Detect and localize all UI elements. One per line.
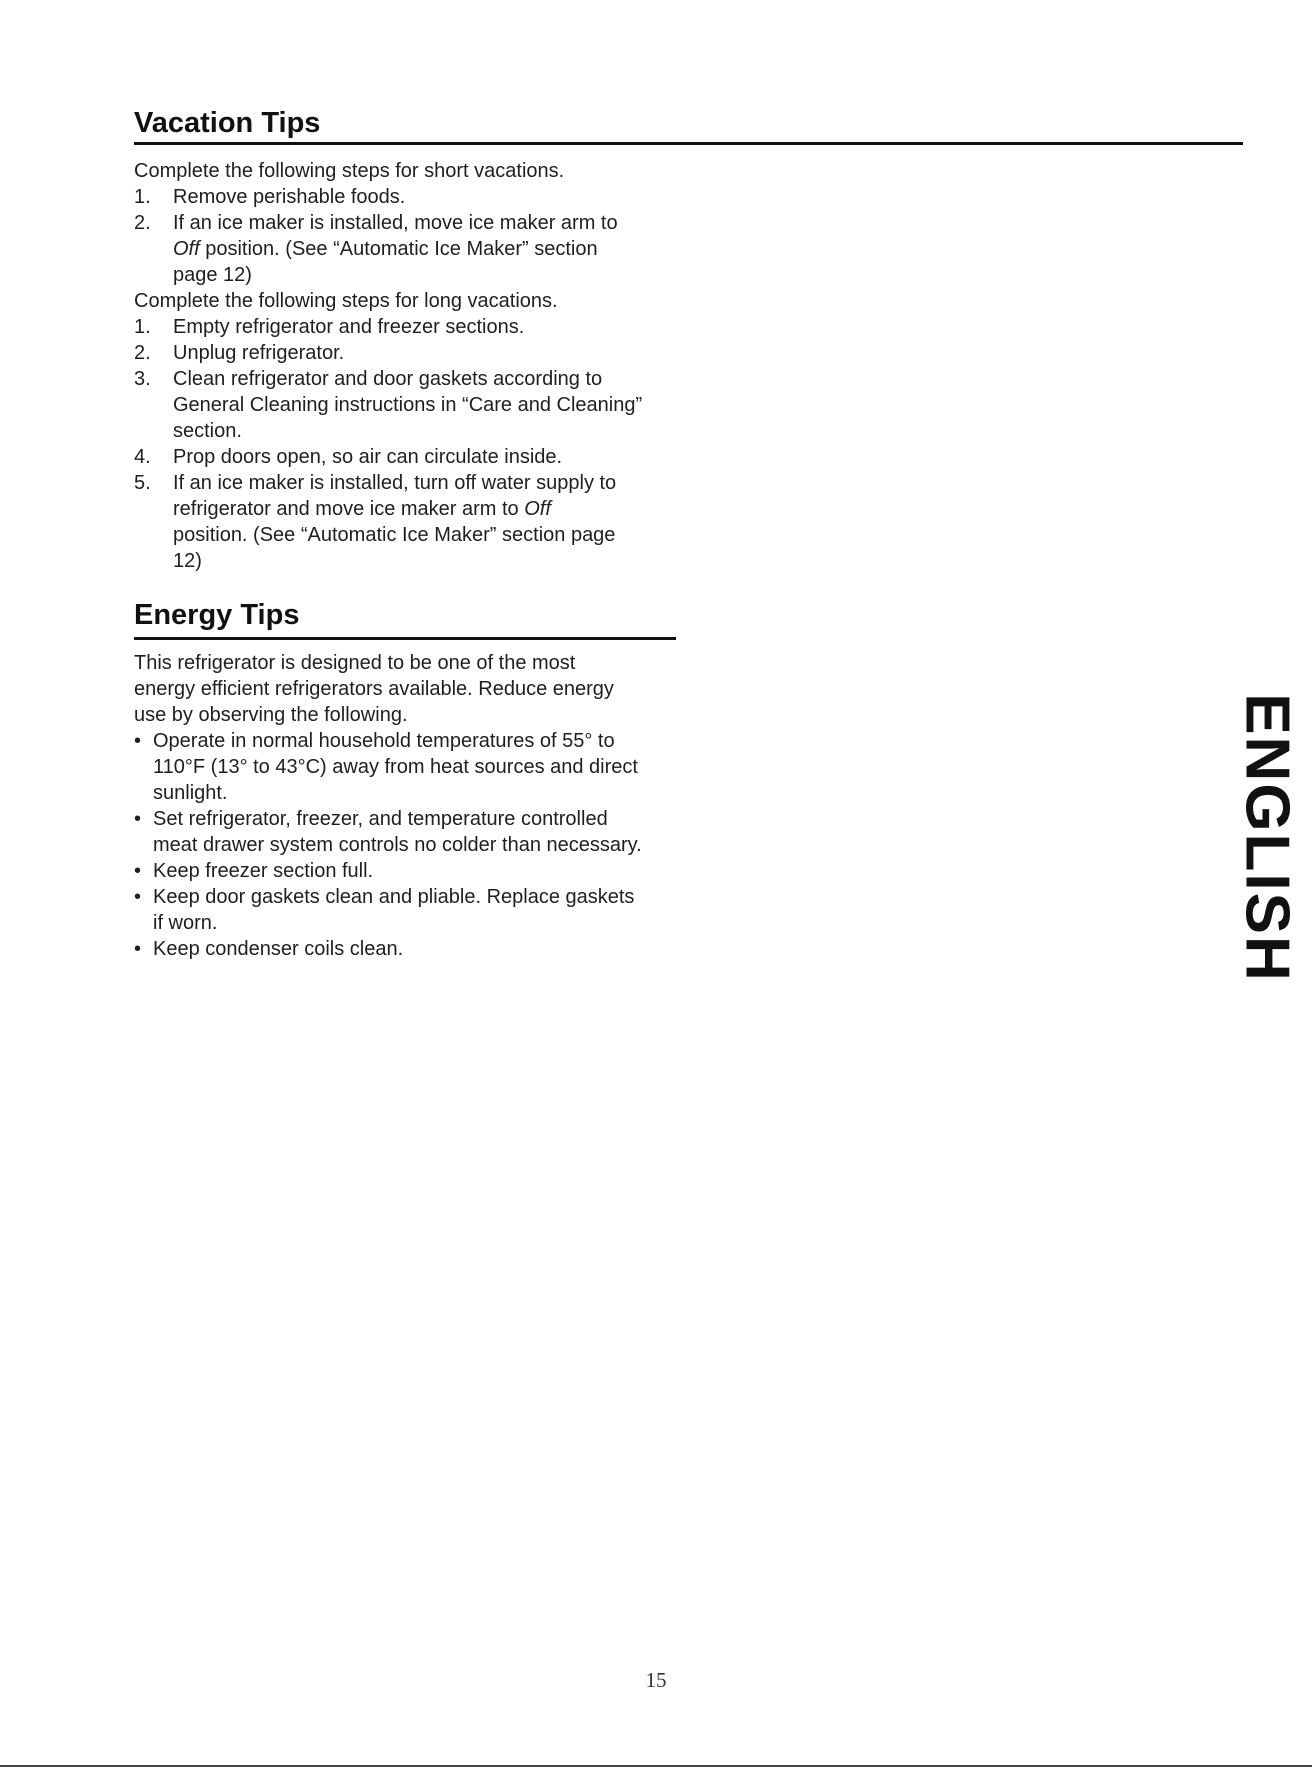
vacation-heading-rule: [134, 142, 1243, 145]
language-side-tab: [1220, 675, 1312, 1000]
energy-bullet-freezer: • Keep freezer section full.: [134, 860, 374, 882]
energy-intro: This refrigerator is designed to be one of the most energy efficient refrigerators available. Reduce energy use by observing the following.: [134, 652, 614, 726]
bullet-icon: •: [134, 730, 142, 752]
bottom-edge-rule: [0, 1765, 1312, 1767]
vacation-tips-heading: Vacation Tips: [134, 107, 321, 139]
short-step-1: 1. Remove perishable foods.: [134, 186, 406, 208]
vacation-tips-body: [134, 158, 694, 574]
long-step-3: 3. Clean refrigerator and door gaskets according to General Cleaning instructions in “Care and Cleaning” section.: [134, 368, 643, 442]
long-step-1: 1. Empty refrigerator and freezer sections.: [134, 316, 525, 338]
off-position-term: Off: [524, 498, 551, 520]
bullet-icon: •: [134, 886, 142, 908]
energy-heading-rule: [134, 637, 676, 640]
off-position-term: Off: [173, 238, 200, 260]
language-label: ENGLISH: [1232, 692, 1301, 983]
long-vacation-intro: Complete the following steps for long vacations.: [134, 290, 558, 312]
energy-tips-heading: Energy Tips: [134, 599, 300, 631]
bullet-icon: •: [134, 860, 142, 882]
bullet-icon: •: [134, 938, 142, 960]
energy-bullet-gaskets: • Keep door gaskets clean and pliable. Replace gaskets if worn.: [134, 886, 635, 934]
energy-bullet-controls: • Set refrigerator, freezer, and temperature controlled meat drawer system controls no colder than necessary.: [134, 808, 642, 856]
long-step-4: 4. Prop doors open, so air can circulate inside.: [134, 446, 563, 468]
short-step-2: 2. If an ice maker is installed, move ice maker arm to Off position. (See “Automatic Ice Maker” section page 12): [134, 212, 618, 286]
long-step-5: 5. If an ice maker is installed, turn off water supply to refrigerator and move ice maker arm to Off position. (See “Automatic Ice Maker” section page 12): [134, 472, 617, 572]
energy-bullet-temperature: • Operate in normal household temperatures of 55° to 110°F (13° to 43°C) away from heat sources and direct sunlight.: [134, 730, 638, 804]
short-vacation-intro: Complete the following steps for short vacations.: [134, 160, 565, 182]
energy-bullet-coils: • Keep condenser coils clean.: [134, 938, 404, 960]
long-step-2: 2. Unplug refrigerator.: [134, 342, 345, 364]
bullet-icon: •: [134, 808, 142, 830]
page-number: 15: [645, 1668, 667, 1692]
energy-tips-body: [134, 650, 694, 962]
